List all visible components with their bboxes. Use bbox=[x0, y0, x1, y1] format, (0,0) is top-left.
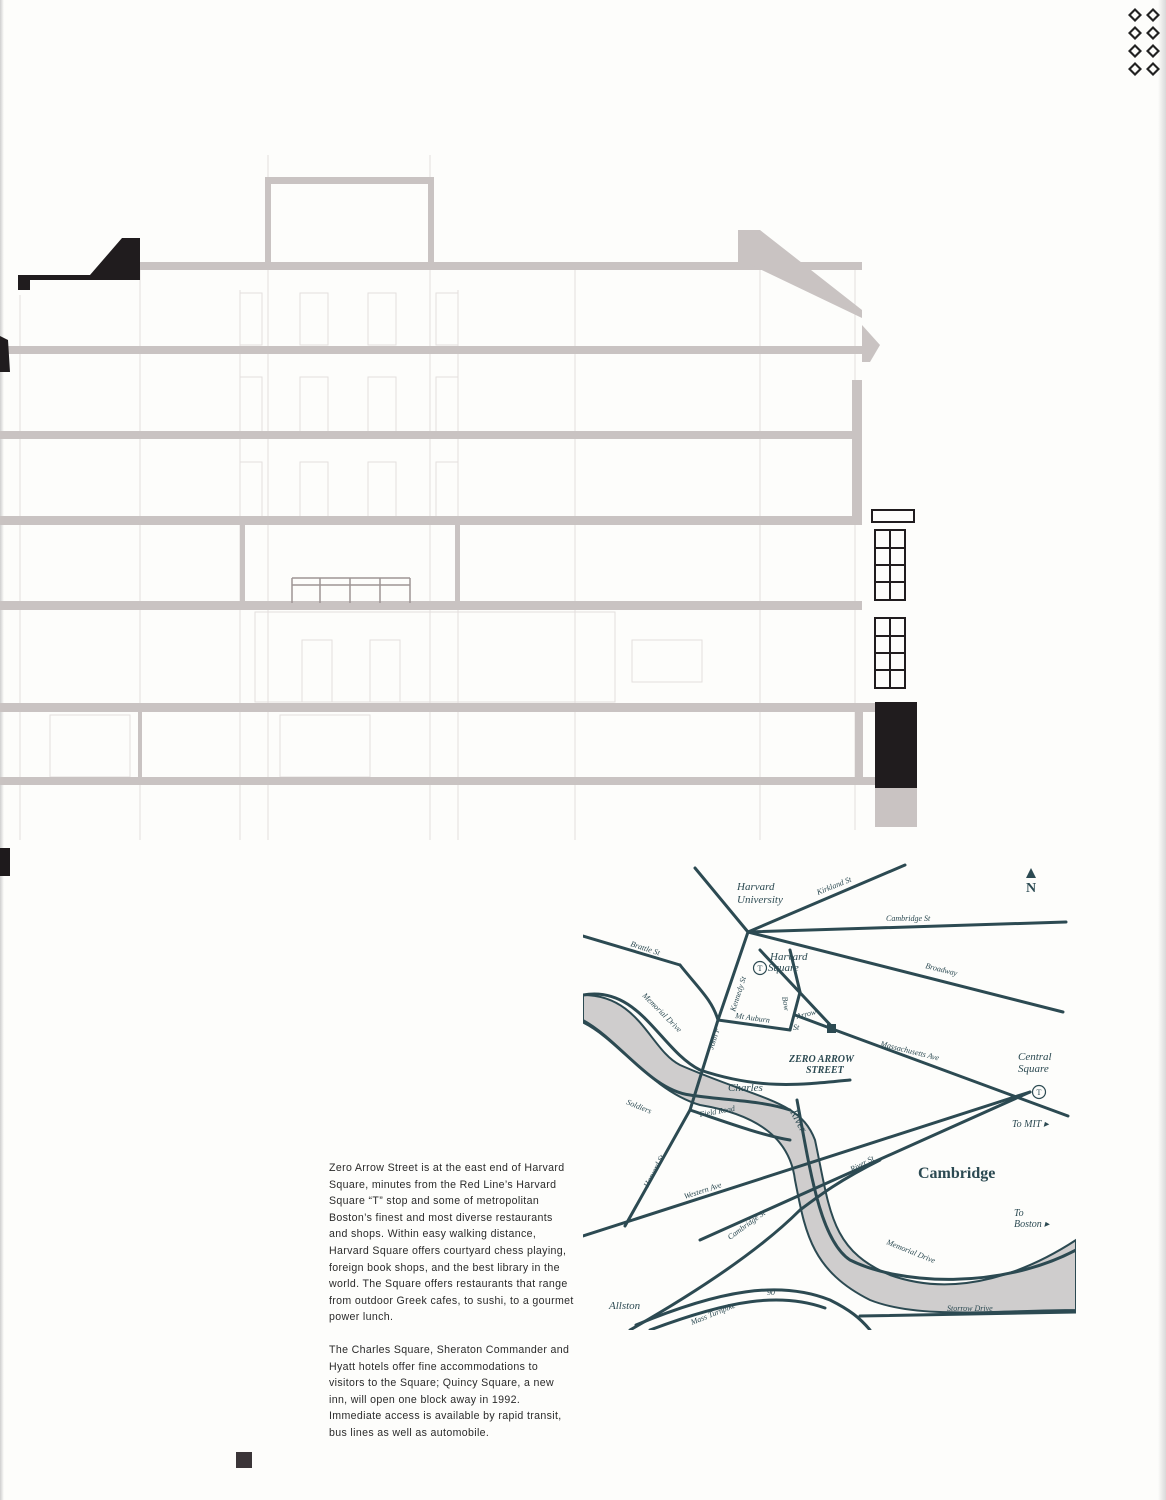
label-harvard-university-1: Harvard bbox=[737, 881, 775, 893]
label-memorial-drive-west: Memorial Drive bbox=[640, 991, 684, 1035]
label-river: River bbox=[787, 1107, 810, 1135]
label-kennedy-st: Kennedy St bbox=[728, 975, 749, 1013]
mbta-t-icon bbox=[754, 962, 767, 975]
label-central-square-1: Central bbox=[1018, 1051, 1052, 1063]
label-broadway: Broadway bbox=[924, 961, 959, 978]
svg-text:N: N bbox=[1025, 881, 1037, 896]
building-section-drawing bbox=[0, 150, 925, 850]
zero-arrow-street-marker bbox=[827, 1024, 836, 1033]
label-field-road: Field Road bbox=[698, 1103, 736, 1119]
label-storrow-drive: Storrow Drive bbox=[947, 1304, 993, 1313]
label-cambridge: Cambridge bbox=[918, 1165, 996, 1182]
label-cambridge-st-top: Cambridge St bbox=[886, 914, 931, 923]
label-route-90: 90 bbox=[767, 1288, 775, 1297]
label-arrow: Arrow bbox=[795, 1007, 818, 1021]
label-central-square-2: Square bbox=[1018, 1063, 1049, 1075]
mbta-t-icon bbox=[1033, 1086, 1046, 1099]
charles-river-fill bbox=[583, 995, 1076, 1313]
label-brattle-st: Brattle St bbox=[629, 939, 662, 958]
section-bay-windows bbox=[872, 510, 914, 688]
diamond-lattice-ornament-icon bbox=[1126, 6, 1162, 82]
north-arrow-icon bbox=[1026, 868, 1036, 896]
label-mt-auburn: Mt Auburn bbox=[734, 1011, 771, 1025]
label-river-st: River St bbox=[848, 1153, 876, 1174]
label-st: St bbox=[793, 1023, 800, 1032]
label-to-mit: To MIT ▸ bbox=[1012, 1119, 1049, 1130]
label-charles: Charles bbox=[728, 1082, 763, 1094]
label-zero-arrow-2: STREET bbox=[806, 1065, 844, 1076]
label-cambridge-st-south: Cambridge St bbox=[725, 1208, 767, 1242]
label-memorial-drive-east: Memorial Drive bbox=[885, 1237, 937, 1266]
label-mass-turnpike: Mass Turnpike bbox=[689, 1300, 737, 1327]
label-to-boston-2: Boston ▸ bbox=[1014, 1219, 1050, 1230]
label-kirkland-st: Kirkland St bbox=[815, 874, 853, 897]
label-bow: Bow bbox=[780, 995, 792, 1012]
label-allston: Allston bbox=[609, 1300, 641, 1312]
section-faint-lines bbox=[20, 155, 855, 840]
label-zero-arrow-1: ZERO ARROW bbox=[789, 1054, 854, 1065]
label-western-ave: Western Ave bbox=[682, 1180, 723, 1201]
label-harvard-st: Harvard St bbox=[641, 1153, 667, 1189]
caption-paragraph-1: Zero Arrow Street is at the east end of Harvard Square, minutes from the Red Line’s Harvard Square “T” stop and some of metropolitan Boston’s finest and most diverse restaurants and shops. Within easy walking distance, Harvard Square offers courtyard chess playing, foreign book shops, and the best library in the world. The Square offers restaurants that range from outdoor Greek cafes, to sushi, to a gourmet power lunch. bbox=[329, 1162, 574, 1324]
caption-text bbox=[329, 1160, 574, 1458]
t-label-harvard: T bbox=[757, 964, 763, 973]
label-harvard-university-2: University bbox=[737, 894, 783, 906]
page-edge-right bbox=[1158, 0, 1166, 1500]
label-harvard-square-2: Square bbox=[768, 962, 799, 974]
label-massachusetts-ave: Massachusetts Ave bbox=[879, 1039, 940, 1063]
label-harvard-square-1: Harvard bbox=[770, 951, 808, 963]
label-john-f: John F bbox=[706, 1026, 722, 1051]
caption-paragraph-2: The Charles Square, Sheraton Commander and Hyatt hotels offer fine accommodations to visitors to the Square; Quincy Square, a new inn, will open one block away in 1992. Immediate access is available by rapid transit, bus lines as well as automobile. bbox=[329, 1343, 570, 1439]
label-to-boston-1: To bbox=[1014, 1208, 1024, 1219]
label-soldiers: Soldiers bbox=[625, 1097, 653, 1116]
section-edge-marker bbox=[0, 848, 10, 876]
t-label-central: T bbox=[1036, 1088, 1042, 1097]
location-map bbox=[583, 862, 1076, 1330]
square-bullet-icon bbox=[236, 1452, 252, 1468]
section-balcony-railing bbox=[292, 578, 410, 603]
